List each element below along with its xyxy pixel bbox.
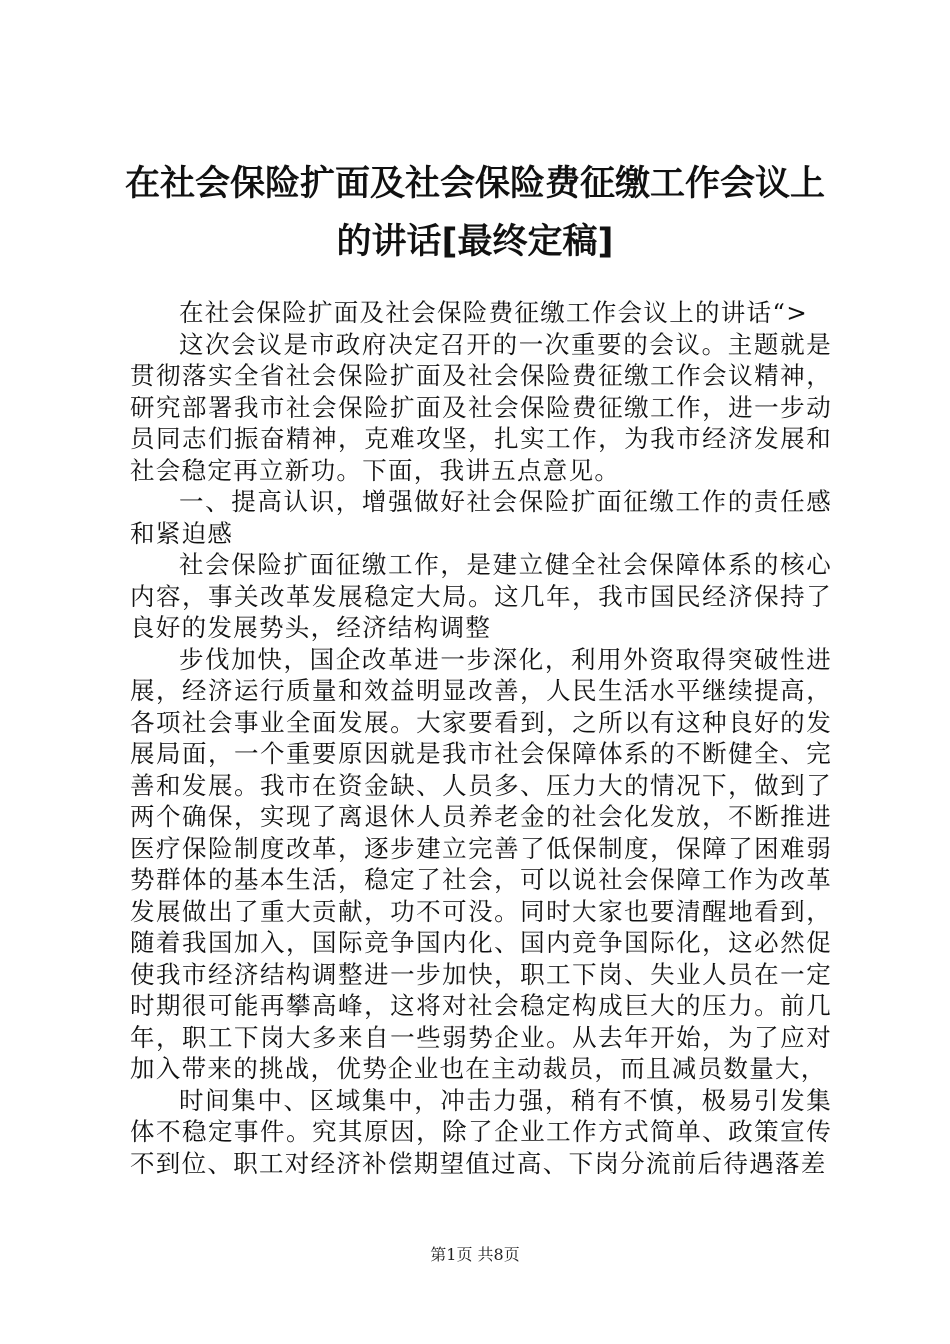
paragraph-subtitle: 在社会保险扩面及社会保险费征缴工作会议上的讲话“> (179, 298, 809, 327)
section-heading-1: 一、提高认识，增强做好社会保险扩面征缴工作的责任感和紧迫感 (130, 487, 832, 548)
document-title: 在社会保险扩面及社会保险费征缴工作会议上的讲话[最终定稿] (124, 164, 825, 262)
document-body (130, 297, 832, 1179)
page-number-footer: 第1页 共8页 (430, 1245, 520, 1264)
paragraph-section-1c: 时间集中、区域集中，冲击力强，稍有不慎，极易引发集体不稳定事件。究其原因，除了企业工作方式简单、政策宣传不到位、职工对经济补偿期望值过高、下岗分流前后待遇落差 (130, 1085, 832, 1178)
paragraph-intro: 这次会议是市政府决定召开的一次重要的会议。主题就是贯彻落实全省社会保险扩面及社会保险费征缴工作会议精神，研究部署我市社会保险扩面及社会保险费征缴工作，进一步动员同志们振奋精神，克难攻坚，扎实工作，为我市经济发展和社会稳定再立新功。下面，我讲五点意见。 (130, 329, 832, 485)
paragraph-section-1a: 社会保险扩面征缴工作，是建立健全社会保障体系的核心内容，事关改革发展稳定大局。这几年，我市国民经济保持了良好的发展势头，经济结构调整 (130, 550, 832, 642)
paragraph-section-1b: 步伐加快，国企改革进一步深化，利用外资取得突破性进展，经济运行质量和效益明显改善，人民生活水平继续提高，各项社会事业全面发展。大家要看到，之所以有这种良好的发展局面，一个重要原因就是我市社会保障体系的不断健全、完善和发展。我市在资金缺、人员多、压力大的情况下，做到了两个确保，实现了离退休人员养老金的社会化发放，不断推进医疗保险制度改革，逐步建立完善了低保制度，保障了困难弱势群体的基本生活，稳定了社会，可以说社会保障工作为改革发展做出了重大贡献，功不可没。同时大家也要清醒地看到，随着我国加入，国际竞争国内化、国内竞争国际化，这必然促使我市经济结构调整进一步加快，职工下岗、失业人员在一定时期很可能再攀高峰，这将对社会稳定构成巨大的压力。前几年，职工下岗大多来自一些弱势企业。从去年开始，为了应对加入带来的挑战，优势企业也在主动裁员，而且减员数量大， (130, 644, 832, 1083)
